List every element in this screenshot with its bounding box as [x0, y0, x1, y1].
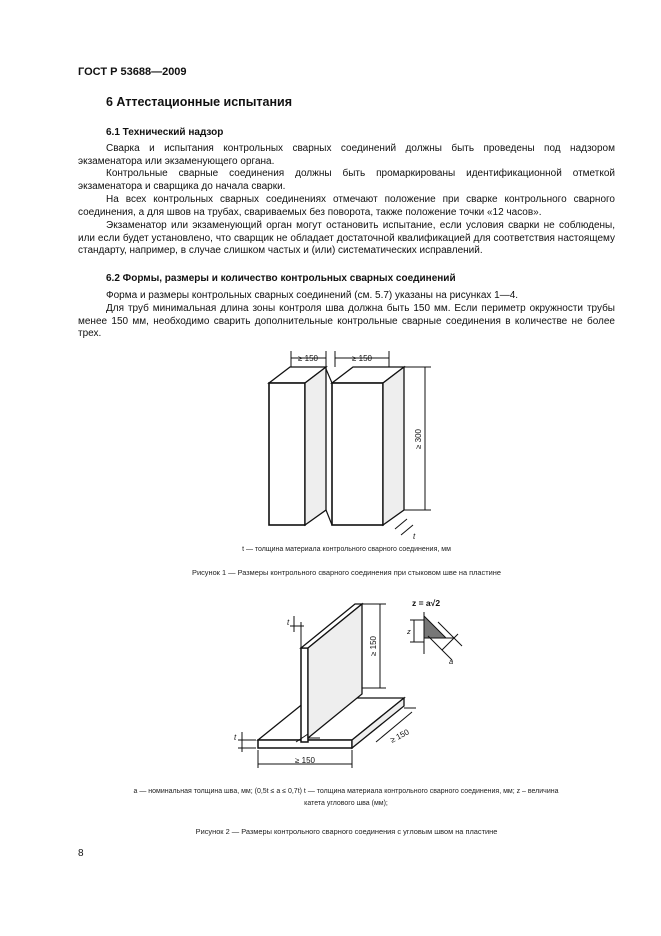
figure-1-caption: Рисунок 1 — Размеры контрольного сварного соединения при стыковом шве на пластине — [192, 568, 501, 577]
paragraph: Форма и размеры контрольных сварных соединений (см. 5.7) указаны на рисунках 1—4. — [106, 290, 519, 301]
legend-line: a — номинальная толщина шва, мм; (0,5t ≤ a ≤ 0,7t) t — толщина материала контрольного сварного соединения, мм; z – величина — [133, 788, 559, 795]
figure-1-butt-weld-drawing — [255, 343, 445, 543]
formula-label: z = a√2 — [412, 598, 441, 608]
document-code: ГОСТ Р 53688—2009 — [78, 66, 187, 78]
paragraph: На всех контрольных сварных соединениях отмечают положение при сварке контрольного сварного соединения, а для швов на трубах, свариваемых без поворота, также положение точки «12 часов». — [78, 194, 615, 218]
thickness-label: t — [413, 532, 416, 541]
dimension-label: ≥ 150 — [295, 756, 315, 765]
thickness-label: t — [234, 733, 237, 742]
dimension-label: ≥ 300 — [414, 429, 423, 449]
dimension-label: ≥ 150 — [369, 636, 378, 656]
subsection-6-2-title: 6.2 Формы, размеры и количество контрольных сварных соединений — [106, 273, 456, 284]
page-number: 8 — [78, 848, 84, 859]
paragraph: Сварка и испытания контрольных сварных соединений должны быть проведены под надзором экзаменатора или экзаменующего органа. — [78, 143, 615, 167]
figure-2-caption: Рисунок 2 — Размеры контрольного сварного соединения с угловым швом на пластине — [195, 827, 498, 836]
dimension-label: ≥ 150 — [298, 354, 318, 363]
paragraph: Для труб минимальная длина зоны контроля шва должна быть 150 мм. Если периметр окружности трубы менее 150 мм, необходимо сварить дополнительные контрольные сварные соединения в количестве не более трех. — [78, 303, 615, 340]
figure-2-legend — [70, 786, 622, 810]
figure-1-legend: t — толщина материала контрольного сварного соединения, мм — [242, 546, 451, 553]
paragraph: Контрольные сварные соединения должны быть промаркированы идентификационной отметкой экзаменатора и сварщика до начала сварки. — [78, 168, 615, 192]
dimension-label: ≥ 150 — [388, 727, 411, 745]
legend-line: катета углового шва (мм); — [304, 800, 388, 807]
paragraph: Экзаменатор или экзаменующий орган могут остановить испытание, если условия сварки не соблюдены, или если будет установлено, что сварщик не обладает достаточной квалификацией для соответствия настоящему стандарту, например, в случае слишком частых и (или) систематических исправлений. — [78, 220, 615, 257]
a-label: a — [449, 657, 454, 666]
dimension-label: ≥ 150 — [352, 354, 372, 363]
z-label: z — [407, 627, 411, 636]
thickness-label: t — [287, 618, 290, 627]
subsection-6-1-title: 6.1 Технический надзор — [106, 127, 224, 138]
section-title: 6 Аттестационные испытания — [106, 95, 293, 109]
figure-2-fillet-weld-drawing — [228, 592, 468, 777]
